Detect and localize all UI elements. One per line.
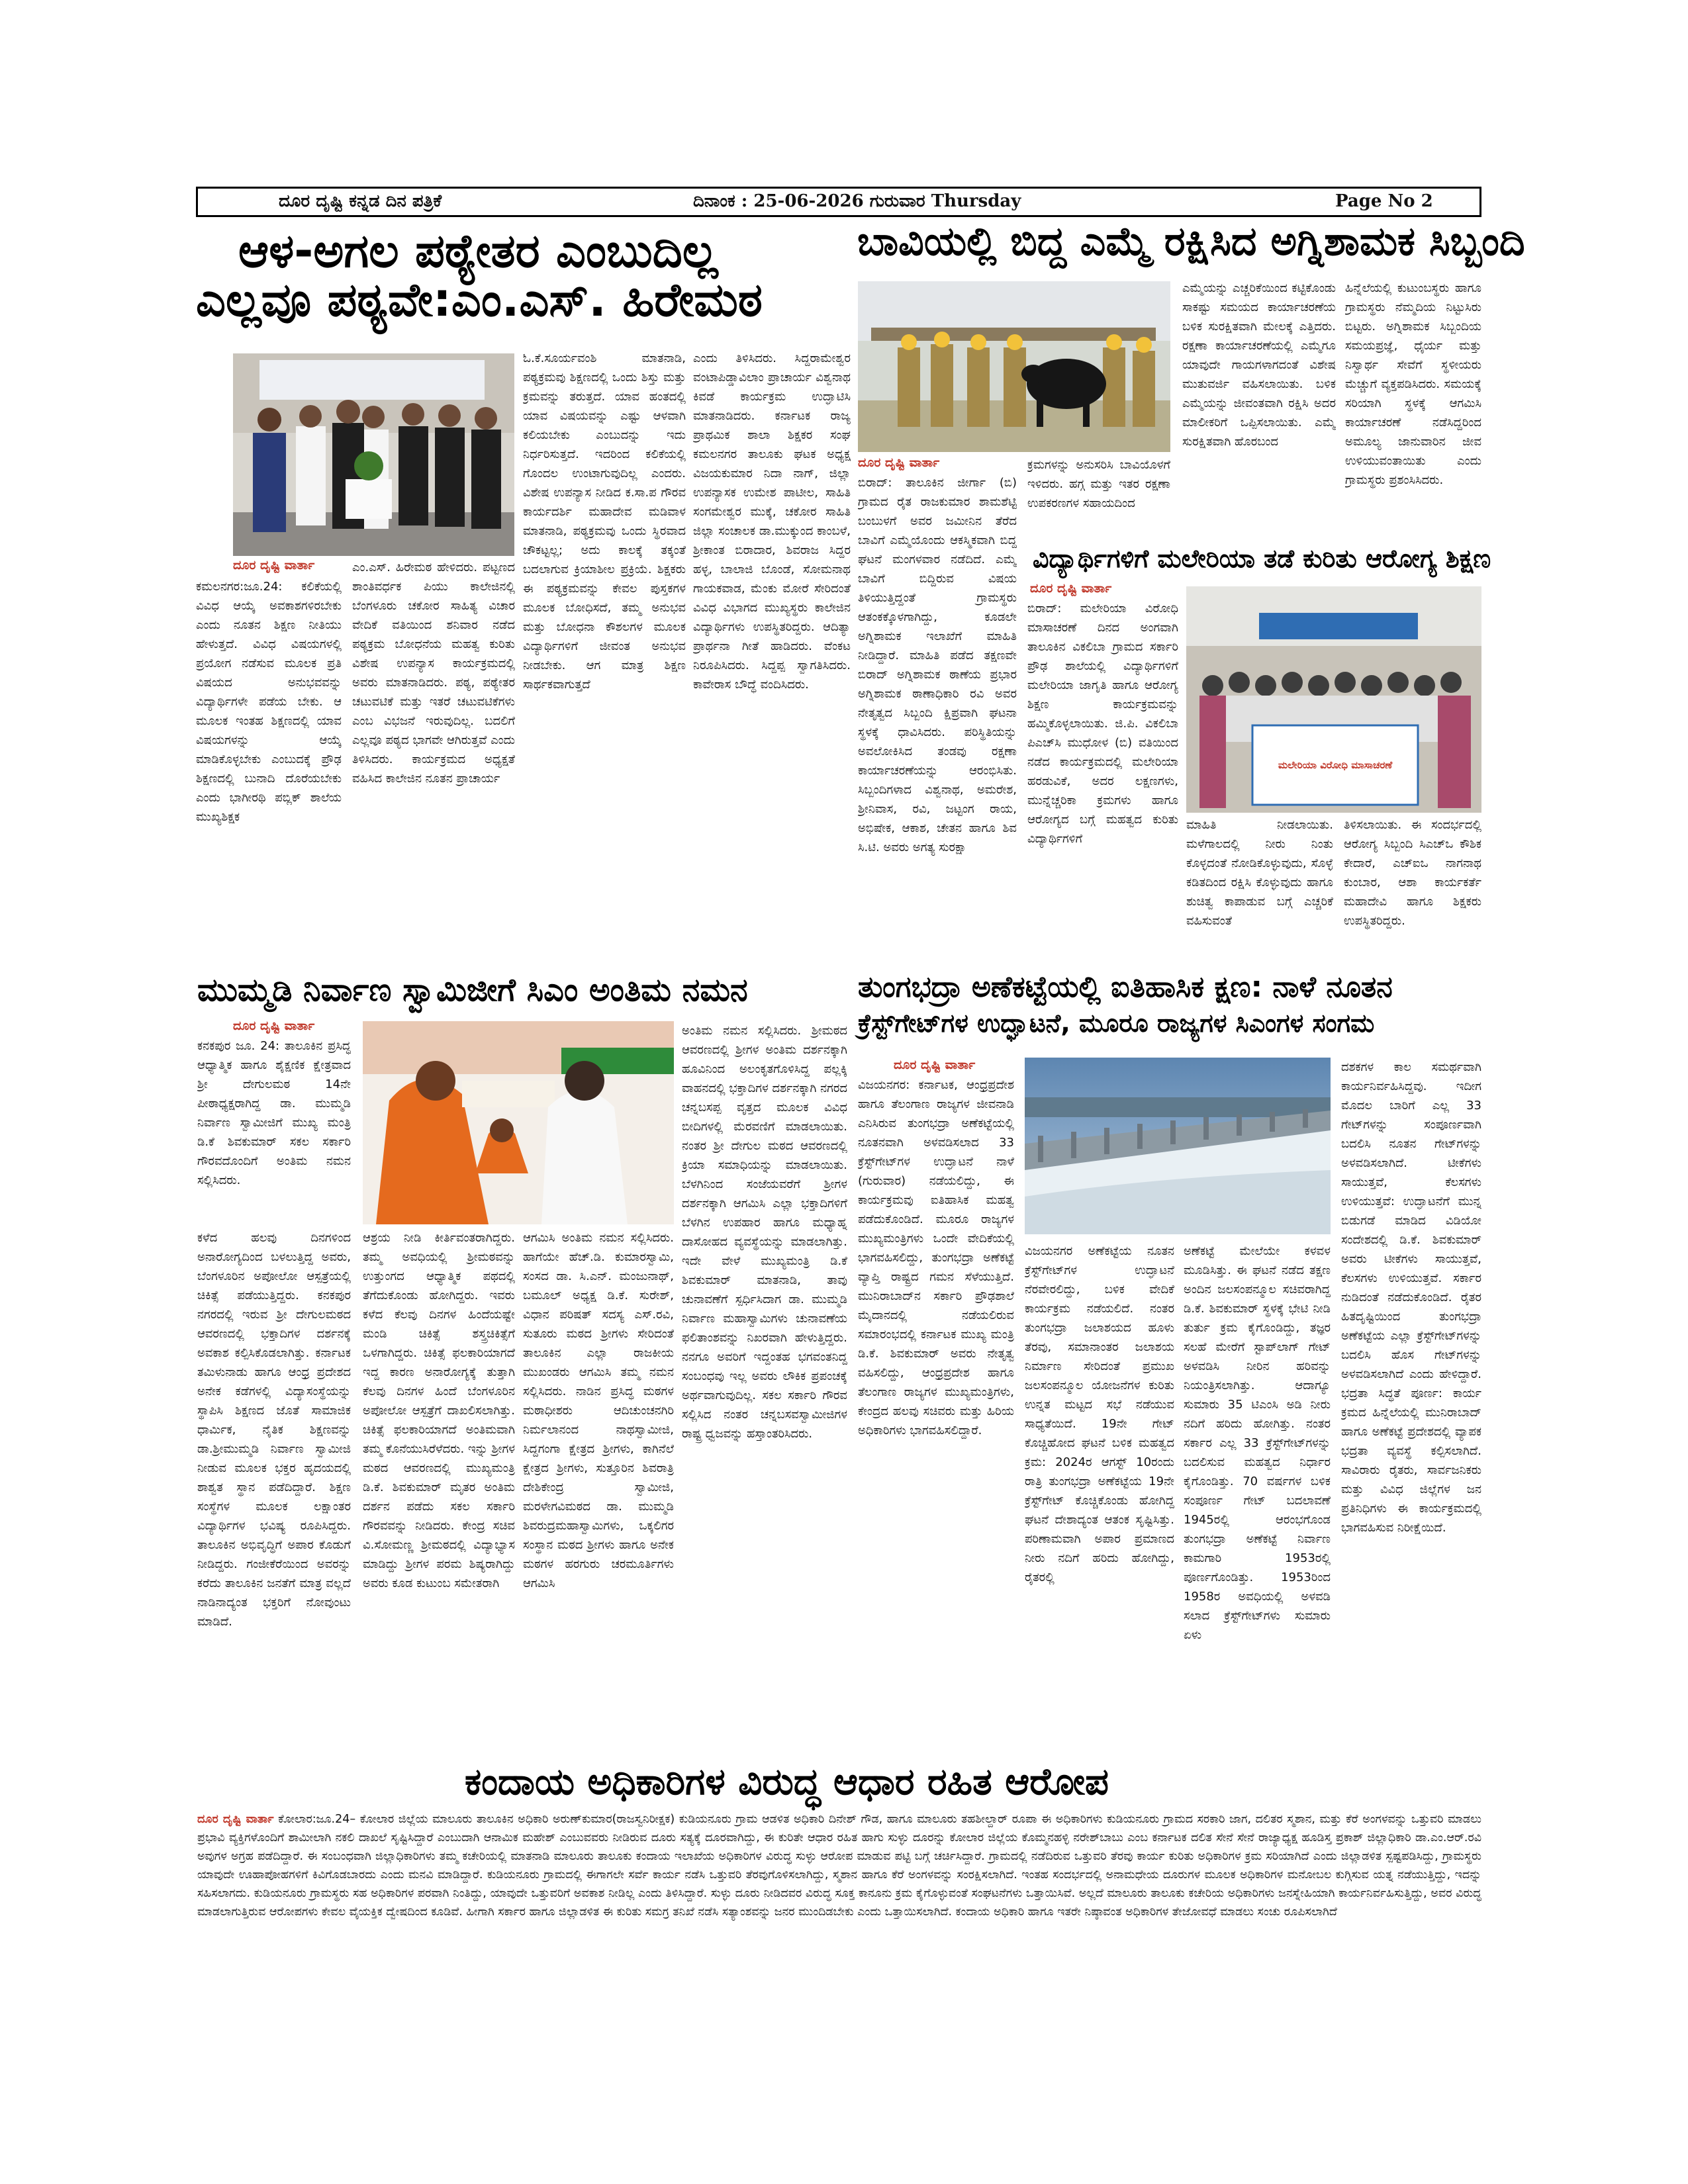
article1-photo bbox=[233, 353, 514, 556]
article1-byline: ದೂರ ದೃಷ್ಟಿ ವಾರ್ತಾ bbox=[233, 558, 315, 572]
article2-text-3: ಹಿನ್ನೆಲೆಯಲ್ಲಿ ಕುಟುಂಬಸ್ಥರು ಹಾಗೂ ಗ್ರಾಮಸ್ಥರು ನೆಮ್ಮದಿಯ ನಿಟ್ಟುಸಿರು ಬಿಟ್ಟರು. ಅಗ್ನಿಶಾಮಕ ಸಿಬ್ಬಂದಿಯ ಸಮಯಪ್ರಜ್ಞೆ, ಧೈರ್ಯ ಮತ್ತು ನಿಸ್ವಾರ್ಥ ಸೇವೆಗೆ ಸ್ಥಳೀಯರು ಮೆಚ್ಚುಗೆ ವ್ಯಕ್ತಪಡಿಸಿದರು. ಸಮಯಕ್ಕೆ ಸರಿಯಾಗಿ ಸ್ಥಳಕ್ಕೆ ಆಗಮಿಸಿ ಕಾರ್ಯಾಚರಣೆ ನಡೆಸಿದ್ದರಿಂದ ಅಮೂಲ್ಯ ಜಾನುವಾರಿನ ಜೀವ ಉಳಿಯುವಂತಾಯಿತು ಎಂದು ಗ್ರಾಮಸ್ಥರು ಪ್ರಶಂಸಿಸಿದರು. bbox=[1345, 281, 1481, 487]
article4-column-2 bbox=[363, 1228, 515, 1754]
article3-column-1 bbox=[1027, 599, 1178, 967]
article4-text-1b: ಕಳೆದ ಹಲವು ದಿನಗಳಿಂದ ಅನಾರೋಗ್ಯದಿಂದ ಬಳಲುತ್ತಿದ್ದ ಅವರು, ಬೆಂಗಳೂರಿನ ಅಪೋಲೋ ಆಸ್ಪತ್ರೆಯಲ್ಲಿ ಚಿಕಿತ್ಸೆ ಪಡೆಯುತ್ತಿದ್ದರು. ಕನಕಪುರ ನಗರದಲ್ಲಿ ಇರುವ ಶ್ರೀ ದೇಗುಲಮಠದ ಆವರಣದಲ್ಲಿ ಭಕ್ತಾದಿಗಳ ದರ್ಶನಕ್ಕೆ ಅವಕಾಶ ಕಲ್ಪಿಸಿಕೊಡಲಾಗಿತ್ತು. ಕರ್ನಾಟಕ ತಮಿಳುನಾಡು ಹಾಗೂ ಆಂಧ್ರ ಪ್ರದೇಶದ ಅನೇಕ ಕಡೆಗಳಲ್ಲಿ ವಿದ್ಯಾಸಂಸ್ಥೆಯನ್ನು ಸ್ಥಾಪಿಸಿ ಶಿಕ್ಷಣದ ಜೊತೆ ಸಾಮಾಜಿಕ ಧಾರ್ಮಿಕ, ನೈತಿಕ ಶಿಕ್ಷಣವನ್ನು ಡಾ.ಶ್ರೀಮುಮ್ಮಡಿ ನಿರ್ವಾಣ ಸ್ವಾಮೀಜಿ ನೀಡುವ ಮೂಲಕ ಭಕ್ತರ ಹೃದಯದಲ್ಲಿ ಶಾಶ್ವತ ಸ್ಥಾನ ಪಡೆದಿದ್ದಾರೆ. ಶಿಕ್ಷಣ ಸಂಸ್ಥೆಗಳ ಮೂಲಕ ಲಕ್ಷಾಂತರ ವಿದ್ಯಾರ್ಥಿಗಳ ಭವಿಷ್ಯ ರೂಪಿಸಿದ್ದರು. ತಾಲೂಕಿನ ಅಭಿವೃದ್ಧಿಗೆ ಅಪಾರ ಕೊಡುಗೆ ನೀಡಿದ್ದರು. ಗಂಜೀಕೆರೆಯಿಂದ ಅವರನ್ನು ಕರೆದು ತಾಲೂಕಿನ ಜನತೆಗೆ ಮಾತ್ರ ವಲ್ಲದೆ ನಾಡಿನಾದ್ಯಂತ ಭಕ್ತರಿಗೆ ನೋವುಂಟು ಮಾಡಿದೆ. bbox=[197, 1231, 351, 1629]
article1-headline-line1: ಆಳ-ಅಗಲ ಪಠ್ಯೇತರ ಎಂಬುದಿಲ್ಲ bbox=[238, 224, 718, 278]
article5-column-2a bbox=[1025, 1242, 1174, 1754]
article1-text-4: ಎಂದು ತಿಳಿಸಿದರು. ಸಿದ್ದರಾಮೇಶ್ವರ ವಂಟಾಪಿಡ್ಡಾವಿಲಾಂ ಪ್ರಾಚಾರ್ಯ ವಿಶ್ವನಾಥ ಕಿವಡೆ ಕಾರ್ಯಕ್ರಮ ಉದ್ಘಾಟಿಸಿ ಮಾತನಾಡಿದರು. ಕರ್ನಾಟಕ ರಾಜ್ಯ ಪ್ರಾಥಮಿಕ ಶಾಲಾ ಶಿಕ್ಷಕರ ಸಂಘ ಕಮಲನಗರ ತಾಲೂಕು ಘಟಕ ಅಧ್ಯಕ್ಷ ವಿಜಯಕುಮಾರ ನಿದಾ ನಾಗ್, ಜಿಲ್ಲಾ ಉಪನ್ಯಾಸಕ ಉಮೇಶ ಪಾಟೀಲ, ಸಾಹಿತಿ ಸಂಗಮೇಶ್ವರ ಮುಕ್ಕೆ, ಚಕೋರ ಸಾಹಿತಿ ಜಿಲ್ಲಾ ಸಂಚಾಲಕ ಡಾ.ಮುಕ್ಕುಂದ ಕಾಂಬಳೆ, ಶ್ರೀಕಾಂತ ಬಿರಾದಾರ, ಶಿವರಾಜ ಸಿದ್ದರ ಹಳ್ಳ, ಬಾಲಾಜಿ ಬೊಂಡೆ, ಸೋಮನಾಥ ಗಾಯಕವಾಡ, ಮೆಂಕು ಮೋರೆ ಸೇರಿದಂತೆ ವಿವಿಧ ವಿಭಾಗದ ಮುಖ್ಯಸ್ಥರು ಕಾಲೇಜಿನ ವಿದ್ಯಾರ್ಥಿಗಳು ಉಪಸ್ಥಿತರಿದ್ದರು. ಆದಿತ್ಯಾ ಪ್ರಾರ್ಥನಾ ಗೀತೆ ಹಾಡಿದರು. ವೆಂಕಟ ನಿರೂಪಿಸಿದರು. ಸಿದ್ದಪ್ಪ ಸ್ವಾಗತಿಸಿದರು. ಕಾವೇರಾಸ ಬೌದ್ಧೆ ವಂದಿಸಿದರು. bbox=[693, 351, 851, 692]
article5-text-2a: ವಿಜಯನಗರ ಅಣೆಕಟ್ಟೆಯ ನೂತನ ಕ್ರೆಸ್ಟ್‌ಗೇಟ್‌ಗಳ ಉದ್ಘಾಟನೆ ನೆರವೇರಲಿದ್ದು, ಬಳಿಕ ವೇದಿಕೆ ಕಾರ್ಯಕ್ರಮ ನಡೆಯಲಿದೆ. ನಂತರ ತುಂಗಭದ್ರಾ ಜಲಾಶಯದ ಹೂಳು ತೆರವು, ಸಮಾನಾಂತರ ಜಲಾಶಯ ನಿರ್ಮಾಣ ಸೇರಿದಂತೆ ಪ್ರಮುಖ ಜಲಸಂಪನ್ಮೂಲ ಯೋಜನೆಗಳ ಕುರಿತು ಉನ್ನತ ಮಟ್ಟದ ಸಭೆ ನಡೆಯುವ ಸಾಧ್ಯತೆಯಿದೆ. 19ನೇ ಗೇಟ್ ಕೊಚ್ಚಿಹೋದ ಘಟನೆ ಬಳಿಕ ಮಹತ್ವದ ಕ್ರಮ: 2024ರ ಆಗಸ್ಟ್ 10ರಂದು ರಾತ್ರಿ ತುಂಗಭದ್ರಾ ಅಣೆಕಟ್ಟೆಯ 19ನೇ ಕ್ರೆಸ್ಟ್‌ಗೇಟ್ ಕೊಚ್ಚಿಕೊಂಡು ಹೋಗಿದ್ದ ಘಟನೆ ದೇಶಾದ್ಯಂತ ಆತಂಕ ಸೃಷ್ಟಿಸಿತ್ತು. ಪರಿಣಾಮವಾಗಿ ಅಪಾರ ಪ್ರಮಾಣದ ನೀರು ನದಿಗೆ ಹರಿದು ಹೋಗಿದ್ದು, ರೈತರಲ್ಲಿ bbox=[1025, 1244, 1174, 1584]
article4-headline: ಮುಮ್ಮಡಿ ನಿರ್ವಾಣ ಸ್ವಾಮಿಜೀಗೆ ಸಿಎಂ ಅಂತಿಮ ನಮನ bbox=[197, 972, 748, 1009]
page-number: Page No 2 bbox=[1335, 191, 1433, 211]
article6-text: ಕೋಲಾರ:ಜೂ.24– ಕೋಲಾರ ಜಿಲ್ಲೆಯ ಮಾಲೂರು ತಾಲೂಕಿನ ಅಧಿಕಾರಿ ಅರುಣ್‌ಕುಮಾರ(ರಾಜಸ್ವನಿರೀಕ್ಷಕ) ಕುಡಿಯನೂರು ಗ್ರಾಮ ಆಡಳಿತ ಅಧಿಕಾರಿ ದಿನೇಶ್ ಗೌಡ, ಹಾಗೂ ಮಾಲೂರು ತಹಶೀಲ್ದಾರ್ ರೂಪಾ ಈ ಅಧಿಕಾರಿಗಳು ಕುಡಿಯನೂರು ಗ್ರಾಮದ ಸರಕಾರಿ ಜಾಗ, ದಲಿತರ ಸ್ಮಶಾನ, ಮತ್ತು ಕೆರೆ ಅಂಗಳವನ್ನು ಒತ್ತುವರಿ ಮಾಡಲು ಪ್ರಭಾವಿ ವ್ಯಕ್ತಿಗಳೊಂದಿಗೆ ಶಾಮೀಲಾಗಿ ನಕಲಿ ದಾಖಲೆ ಸೃಷ್ಟಿಸಿದ್ದಾರೆ ಎಂಬುದಾಗಿ ಆನಾಮಿಕ ಮಹೇಶ್ ಎಂಬುವವರು ನೀಡಿರುವ ದೂರು ಸತ್ಯಕ್ಕೆ ದೂರವಾಗಿದ್ದು, ಈ ಕುರಿತೇ ಆಧಾರ ರಹಿತ ಹಾಗು ಸುಳ್ಳು ದೂರನ್ನು ಕೋಲಾರ ಜಿಲ್ಲೆಯ ಕೊಮ್ಮನಹಳ್ಳಿ ನರೇಶ್‌ಬಾಬು ಎಂಬ ಕರ್ನಾಟಕ ದಲಿತ ಸೇನೆ ಸೇನೆ ರಾಜ್ಯಾಧ್ಯಕ್ಷ ಹೂಡಿಸ್ತ ಪ್ರಕಾಶ್ ಜಿಲ್ಲಾಧಿಕಾರಿ ಡಾ.ಎಂ.ಆರ್.ರವಿ ಅವುಗಳ ಅಗ್ರಹ ಪಡೆದಿದ್ದಾರೆ. ಈ ಸಂಬಂಧವಾಗಿ ಜಿಲ್ಲಾಧಿಕಾರಿಗಳು ತಮ್ಮ ಕಚೇರಿಯಲ್ಲಿ ಮಾತನಾಡಿ ಮಾಲೂರು ತಾಲೂಕು ಕಂದಾಯ ಇಲಾಖೆಯ ಅಧಿಕಾರಿಗಳ ವಿರುದ್ಧ ಸುಳ್ಳು ಆರೋಪ ಮಾಡುವ ಪಟ್ಟಿ ಬಗ್ಗೆ ಚರ್ಚಿಸಿದ್ದಾರೆ. ಗ್ರಾಮದಲ್ಲಿ ನಡೆದಿರುವ ಒತ್ತುವರಿ ತೆರವು ಕಾರ್ಯ ಕುರಿತು ಅಧಿಕಾರಿಗಳ ಕ್ರಮ ಸರಿಯಾಗಿದೆ ಎಂದು ಜಿಲ್ಲಾಡಳಿತ ಸ್ಪಷ್ಟಪಡಿಸಿದ್ದು, ಗ್ರಾಮಸ್ಥರು ಯಾವುದೇ ಊಹಾಪೋಹಗಳಿಗೆ ಕಿವಿಗೊಡಬಾರದು ಎಂದು ಮನವಿ ಮಾಡಿದ್ದಾರೆ. ಕುಡಿಯನೂರು ಗ್ರಾಮದಲ್ಲಿ ಈಗಾಗಲೇ ಸರ್ವೆ ಕಾರ್ಯ ನಡೆಸಿ ಒತ್ತುವರಿ ತೆರವುಗೊಳಿಸಲಾಗಿದ್ದು, ಸ್ಮಶಾನ ಹಾಗೂ ಕೆರೆ ಅಂಗಳವನ್ನು ಸಂರಕ್ಷಿಸಲಾಗಿದೆ. ಇಂತಹ ಸಂದರ್ಭದಲ್ಲಿ ಅನಾಮಧೇಯ ದೂರುಗಳ ಮೂಲಕ ಅಧಿಕಾರಿಗಳ ಮನೋಬಲ ಕುಗ್ಗಿಸುವ ಯತ್ನ ನಡೆಯುತ್ತಿದ್ದು, ಇದನ್ನು ಸಹಿಸಲಾಗದು. ಕುಡಿಯನೂರು ಗ್ರಾಮಸ್ಥರು ಸಹ ಅಧಿಕಾರಿಗಳ ಪರವಾಗಿ ನಿಂತಿದ್ದು, ಯಾವುದೇ ಒತ್ತುವರಿಗೆ ಅವಕಾಶ ನೀಡಿಲ್ಲ ಎಂದು ತಿಳಿಸಿದ್ದಾರೆ. ಸುಳ್ಳು ದೂರು ನೀಡಿದವರ ವಿರುದ್ಧ ಸೂಕ್ತ ಕಾನೂನು ಕ್ರಮ ಕೈಗೊಳ್ಳುವಂತೆ ಸಂಘಟನೆಗಳು ಒತ್ತಾಯಿಸಿವೆ. ಅಲ್ಲದೆ ಮಾಲೂರು ತಾಲೂಕು ಕಚೇರಿಯ ಅಧಿಕಾರಿಗಳು ಜನಸ್ನೇಹಿಯಾಗಿ ಕಾರ್ಯನಿರ್ವಹಿಸುತ್ತಿದ್ದು, ಅವರ ವಿರುದ್ಧ ಮಾಡಲಾಗುತ್ತಿರುವ ಆರೋಪಗಳು ಕೇವಲ ವೈಯಕ್ತಿಕ ದ್ವೇಷದಿಂದ ಕೂಡಿವೆ. ಹೀಗಾಗಿ ಸರ್ಕಾರ ಹಾಗೂ ಜಿಲ್ಲಾಡಳಿತ ಈ ಕುರಿತು ಸಮಗ್ರ ತನಿಖೆ ನಡೆಸಿ ಸತ್ಯಾಂಶವನ್ನು ಜನರ ಮುಂದಿಡಬೇಕು ಎಂದು ಒತ್ತಾಯಿಸಲಾಗಿದೆ. ಕಂದಾಯ ಅಧಿಕಾರಿ ಹಾಗೂ ಇತರೇ ನಿಷ್ಠಾವಂತ ಅಧಿಕಾರಿಗಳ ತೇಜೋವಧೆ ಮಾಡಲು ಸಂಚು ರೂಪಿಸಲಾಗಿದೆ bbox=[197, 1813, 1481, 1919]
article1-column-2 bbox=[352, 558, 515, 958]
article2-column-1-cont bbox=[1027, 455, 1170, 532]
article5-byline: ದೂರ ದೃಷ್ಟಿ ವಾರ್ತಾ bbox=[894, 1058, 976, 1072]
article4-column-1b bbox=[197, 1228, 351, 1754]
article3-photo bbox=[1186, 586, 1481, 813]
article6-byline: ದೂರ ದೃಷ್ಟಿ ವಾರ್ತಾ bbox=[197, 1813, 274, 1826]
article4-photo bbox=[363, 1021, 674, 1224]
article5-column-2b bbox=[1184, 1242, 1331, 1754]
article2-column-2 bbox=[1182, 279, 1336, 533]
article3-text-1: ಬಿರಾದ್: ಮಲೇರಿಯಾ ವಿರೋಧಿ ಮಾಸಾಚರಣೆ ದಿನದ ಅಂಗವಾಗಿ ತಾಲೂಕಿನ ವಿಕಲಿಬಾ ಗ್ರಾಮದ ಸರ್ಕಾರಿ ಪ್ರೌಢ ಶಾಲೆಯಲ್ಲಿ ವಿದ್ಯಾರ್ಥಿಗಳಿಗೆ ಮಲೇರಿಯಾ ಜಾಗೃತಿ ಹಾಗೂ ಆರೋಗ್ಯ ಶಿಕ್ಷಣ ಕಾರ್ಯಕ್ರಮವನ್ನು ಹಮ್ಮಿಕೊಳ್ಳಲಾಯಿತು. ಜಿ.ಪಿ. ವಿಕಲಿಬಾ ಪಿಎಚ್‌ಸಿ ಮುಧೋಳ (ಬಿ) ವತಿಯಿಂದ ನಡೆದ ಕಾರ್ಯಕ್ರಮದಲ್ಲಿ ಮಲೇರಿಯಾ ಹರಡುವಿಕೆ, ಅದರ ಲಕ್ಷಣಗಳು, ಮುನ್ನೆಚ್ಚರಿಕಾ ಕ್ರಮಗಳು ಹಾಗೂ ಆರೋಗ್ಯದ ಬಗ್ಗೆ ಮಹತ್ವದ ಕುರಿತು ವಿದ್ಯಾರ್ಥಿಗಳಿಗೆ bbox=[1027, 602, 1178, 846]
article5-column-1 bbox=[858, 1075, 1014, 1754]
issue-date: ದಿನಾಂಕ : 25-06-2026 ಗುರುವಾರ Thursday bbox=[693, 191, 1021, 211]
article4-column-1a bbox=[197, 1036, 351, 1228]
article2-text-1: ಬಿರಾದ್: ತಾಲೂಕಿನ ಜೀರ್ಗಾ (ಬಿ) ಗ್ರಾಮದ ರೈತ ರಾಜಕುಮಾರ ಶಾಮಶೆಟ್ಟಿ ಬಂಬುಳಗೆ ಅವರ ಜಮೀನಿನ ತೆರೆದ ಬಾವಿಗೆ ಎಮ್ಮೆಯೊಂದು ಆಕಸ್ಮಿಕವಾಗಿ ಬಿದ್ದ ಘಟನೆ ಮಂಗಳವಾರ ನಡೆದಿದೆ. ಎಮ್ಮೆ ಬಾವಿಗೆ ಬಿದ್ದಿರುವ ವಿಷಯ ತಿಳಿಯುತ್ತಿದ್ದಂತೆ ಗ್ರಾಮಸ್ಥರು ಆತಂಕಕ್ಕೊಳಗಾಗಿದ್ದು, ಕೂಡಲೇ ಅಗ್ನಿಶಾಮಕ ಇಲಾಖೆಗೆ ಮಾಹಿತಿ ನೀಡಿದ್ದಾರೆ. ಮಾಹಿತಿ ಪಡೆದ ತಕ್ಷಣವೇ ಬಿರಾದ್ ಅಗ್ನಿಶಾಮಕ ಠಾಣೆಯ ಪ್ರಭಾರ ಅಗ್ನಿಶಾಮಕ ಠಾಣಾಧಿಕಾರಿ ರವಿ ಅವರ ನೇತೃತ್ವದ ಸಿಬ್ಬಂದಿ ಕ್ಷಿಪ್ರವಾಗಿ ಘಟನಾ ಸ್ಥಳಕ್ಕೆ ಧಾವಿಸಿದರು. ಪರಿಸ್ಥಿತಿಯನ್ನು ಅವಲೋಕಿಸಿದ ತಂಡವು ರಕ್ಷಣಾ ಕಾರ್ಯಾಚರಣೆಯನ್ನು ಆರಂಭಿಸಿತು. ಸಿಬ್ಬಂದಿಗಳಾದ ವಿಶ್ವನಾಥ, ಅಮರೇಶ, ಶ್ರೀನಿವಾಸ, ರವಿ, ಜಟ್ಟಂಗ ರಾಯ, ಅಭಿಷೇಕ, ಆಕಾಶ, ಚೇತನ ಹಾಗೂ ಶಿವ ಸಿ.ಟಿ. ಅವರು ಅಗತ್ಯ ಸುರಕ್ಷಾ bbox=[858, 476, 1017, 854]
article1-column-1 bbox=[196, 558, 342, 958]
article2-photo bbox=[858, 281, 1170, 452]
article6-body bbox=[197, 1810, 1481, 2002]
article5-photo bbox=[1025, 1058, 1331, 1234]
paper-name: ದೂರ ದೃಷ್ಟಿ ಕನ್ನಡ ದಿನ ಪತ್ರಿಕೆ bbox=[279, 191, 442, 211]
article5-column-3 bbox=[1341, 1058, 1481, 1754]
article1-text-1: ಕಮಲನಗರ:ಜೂ.24: ಕಲಿಕೆಯಲ್ಲಿ ವಿವಿಧ ಆಯ್ಕೆ ಅವಕಾಶಗಳಿರಬೇಕು ಎಂದು ನೂತನ ಶಿಕ್ಷಣ ನೀತಿಯು ಹೇಳುತ್ತದೆ. ವಿವಿಧ ವಿಷಯಗಳಲ್ಲಿ ಪ್ರಯೋಗ ನಡೆಸುವ ಮೂಲಕ ಪ್ರತಿ ವಿಷಯದ ಅನುಭವವನ್ನು ವಿದ್ಯಾರ್ಥಿಗಳೇ ಪಡೆಯ ಬೇಕು. ಆ ಮೂಲಕ ಇಂತಹ ಶಿಕ್ಷಣದಲ್ಲಿ ಯಾವ ವಿಷಯಗಳನ್ನು ಆಯ್ಕೆ ಮಾಡಿಕೊಳ್ಳಬೇಕು ಎಂಬುದಕ್ಕೆ ಪ್ರೌಢ ಶಿಕ್ಷಣದಲ್ಲಿ ಬುನಾದಿ ದೊರೆಯಬೇಕು ಎಂದು ಭಾಗೀರಥಿ ಪಬ್ಲಿಕ್ ಶಾಲೆಯ ಮುಖ್ಯಶಿಕ್ಷಕ bbox=[196, 580, 342, 824]
article3-column-2 bbox=[1186, 815, 1333, 967]
article4-column-3 bbox=[523, 1228, 674, 1754]
article5-text-2b: ಅಣೆಕಟ್ಟೆ ಮೇಲೆಯೇ ಕಳವಳ ಮೂಡಿಸಿತ್ತು. ಈ ಘಟನೆ ನಡೆದ ತಕ್ಷಣ ಅಂದಿನ ಜಲಸಂಪನ್ಮೂಲ ಸಚಿವರಾಗಿದ್ದ ಡಿ.ಕೆ. ಶಿವಕುಮಾರ್ ಸ್ಥಳಕ್ಕೆ ಭೇಟಿ ನೀಡಿ ತುರ್ತು ಕ್ರಮ ಕೈಗೊಂಡಿದ್ದು, ತಜ್ಞರ ಸಲಹೆ ಮೇರೆಗೆ ಸ್ಟಾಪ್‌ಲಾಗ್ ಗೇಟ್ ಅಳವಡಿಸಿ ನೀರಿನ ಹರಿವನ್ನು ನಿಯಂತ್ರಿಸಲಾಗಿತ್ತು. ಆದಾಗ್ಯೂ ಸುಮಾರು 35 ಟಿಎಂಸಿ ಅಡಿ ನೀರು ನದಿಗೆ ಹರಿದು ಹೋಗಿತ್ತು. ನಂತರ ಸರ್ಕಾರ ಎಲ್ಲ 33 ಕ್ರೆಸ್ಟ್‌ಗೇಟ್‌ಗಳನ್ನು ಬದಲಿಸುವ ಮಹತ್ವದ ನಿರ್ಧಾರ ಕೈಗೊಂಡಿತ್ತು. 70 ವರ್ಷಗಳ ಬಳಿಕ ಸಂಪೂರ್ಣ ಗೇಟ್ ಬದಲಾವಣೆ 1945ರಲ್ಲಿ ಆರಂಭಗೊಂಡ ತುಂಗಭದ್ರಾ ಅಣೆಕಟ್ಟೆ ನಿರ್ವಾಣ ಕಾಮಗಾರಿ 1953ರಲ್ಲಿ ಪೂರ್ಣಗೊಂಡಿತ್ತು. 1953ರಿಂದ 1958ರ ಅವಧಿಯಲ್ಲಿ ಅಳವಡಿ ಸಲಾದ ಕ್ರೆಸ್ಟ್‌ಗೇಟ್‌ಗಳು ಸುಮಾರು ಏಳು bbox=[1184, 1244, 1331, 1642]
article1-column-3 bbox=[523, 349, 686, 958]
article4-text-1: ಕನಕಪುರ ಜೂ. 24: ತಾಲೂಕಿನ ಪ್ರಸಿದ್ಧ ಆಧ್ಯಾತ್ಮಿಕ ಹಾಗೂ ಶೈಕ್ಷಣಿಕ ಕ್ಷೇತ್ರವಾದ ಶ್ರೀ ದೇಗುಲಮಠ 14ನೇ ಪೀಠಾಧ್ಯಕ್ಷರಾಗಿದ್ದ ಡಾ. ಮುಮ್ಮಡಿ ನಿರ್ವಾಣ ಸ್ವಾಮೀಜಿಗೆ ಮುಖ್ಯ ಮಂತ್ರಿ ಡಿ.ಕೆ ಶಿವಕುಮಾರ್ ಸಕಲ ಸರ್ಕಾರಿ ಗೌರವದೊಂದಿಗೆ ಅಂತಿಮ ನಮನ ಸಲ್ಲಿಸಿದರು. bbox=[197, 1039, 351, 1187]
article5-headline-line2: ಕ್ರೆಸ್ಟ್‌ಗೇಟ್‌ಗಳ ಉದ್ಘಾಟನೆ, ಮೂರೂ ರಾಜ್ಯಗಳ ಸಿಎಂಗಳ ಸಂಗಮ bbox=[858, 1009, 1375, 1038]
article4-text-2: ಆಶ್ರಯ ನೀಡಿ ಕೀರ್ತಿವಂತರಾಗಿದ್ದರು. ತಮ್ಮ ಅವಧಿಯಲ್ಲಿ ಶ್ರೀಮಠವನ್ನು ಉತ್ತುಂಗದ ಆಧ್ಯಾತ್ಮಿಕ ಪಥದಲ್ಲಿ ತೆಗೆದುಕೊಂಡು ಹೋಗಿದ್ದರು. ಇವರು ಕಳೆದ ಕೆಲವು ದಿನಗಳ ಹಿಂದೆಯಷ್ಟೇ ಮಂಡಿ ಚಿಕಿತ್ಸೆ ಶಸ್ತ್ರಚಿಕಿತ್ಸೆಗೆ ಒಳಗಾಗಿದ್ದರು. ಚಿಕಿತ್ಸೆ ಫಲಕಾರಿಯಾಗದೆ ಇದ್ದ ಕಾರಣ ಅನಾರೋಗ್ಯಕ್ಕೆ ತುತ್ತಾಗಿ ಕೆಲವು ದಿನಗಳ ಹಿಂದೆ ಬೆಂಗಳೂರಿನ ಅಪೋಲೋ ಆಸ್ಪತ್ರೆಗೆ ದಾಖಲಿಸಲಾಗಿತ್ತು. ಚಿಕಿತ್ಸೆ ಫಲಕಾರಿಯಾಗದೆ ಅಂತಿಮವಾಗಿ ತಮ್ಮ ಕೊನೆಯುಸಿರೆಳೆದರು. ಇನ್ನು ಶ್ರೀಗಳ ಮಠದ ಆವರಣದಲ್ಲಿ ಮುಖ್ಯಮಂತ್ರಿ ಡಿ.ಕೆ. ಶಿವಕುಮಾರ್ ಮೃತರ ಅಂತಿಮ ದರ್ಶನ ಪಡೆದು ಸಕಲ ಸರ್ಕಾರಿ ಗೌರವವನ್ನು ನೀಡಿದರು. ಕೇಂದ್ರ ಸಚಿವ ವಿ.ಸೋಮಣ್ಣ ಶ್ರೀಮಠದಲ್ಲಿ ವಿದ್ಯಾಭ್ಯಾಸ ಮಾಡಿದ್ದು ಶ್ರೀಗಳ ಪರಮ ಶಿಷ್ಯರಾಗಿದ್ದು ಅವರು ಕೂಡ ಕುಟುಂಬ ಸಮೇತರಾಗಿ bbox=[363, 1231, 515, 1590]
article1-headline-line2: ಎಲ್ಲವೂ ಪಠ್ಯವೇ:ಎಂ.ಎಸ್. ಹಿರೇಮಠ bbox=[196, 273, 763, 327]
article5-text-1: ವಿಜಯನಗರ: ಕರ್ನಾಟಕ, ಆಂಧ್ರಪ್ರದೇಶ ಹಾಗೂ ತೆಲಂಗಾಣ ರಾಜ್ಯಗಳ ಜೀವನಾಡಿ ಎನಿಸಿರುವ ತುಂಗಭದ್ರಾ ಅಣೆಕಟ್ಟೆಯಲ್ಲಿ ನೂತನವಾಗಿ ಅಳವಡಿಸಲಾದ 33 ಕ್ರೆಸ್ಟ್‌ಗೇಟ್‌ಗಳ ಉದ್ಘಾಟನೆ ನಾಳೆ (ಗುರುವಾರ) ನಡೆಯಲಿದ್ದು, ಈ ಕಾರ್ಯಕ್ರಮವು ಐತಿಹಾಸಿಕ ಮಹತ್ವ ಪಡೆದುಕೊಂಡಿದೆ. ಮೂರೂ ರಾಜ್ಯಗಳ ಮುಖ್ಯಮಂತ್ರಿಗಳು ಒಂದೇ ವೇದಿಕೆಯಲ್ಲಿ ಭಾಗವಹಿಸಲಿದ್ದು, ತುಂಗಭದ್ರಾ ಅಣೆಕಟ್ಟೆ ವ್ಯಾಪ್ತಿ ರಾಷ್ಟ್ರದ ಗಮನ ಸೆಳೆಯುತ್ತಿದೆ. ಮುನಿರಾಬಾದ್‌ನ ಸರ್ಕಾರಿ ಪ್ರೌಢಶಾಲೆ ಮೈದಾನದಲ್ಲಿ ನಡೆಯಲಿರುವ ಸಮಾರಂಭದಲ್ಲಿ ಕರ್ನಾಟಕ ಮುಖ್ಯ ಮಂತ್ರಿ ಡಿ.ಕೆ. ಶಿವಕುಮಾರ್ ಅವರು ನೇತೃತ್ವ ವಹಿಸಲಿದ್ದು, ಆಂಧ್ರಪ್ರದೇಶ ಹಾಗೂ ತೆಲಂಗಾಣ ರಾಜ್ಯಗಳ ಮುಖ್ಯಮಂತ್ರಿಗಳು, ಕೇಂದ್ರದ ಹಲವು ಸಚಿವರು ಮತ್ತು ಹಿರಿಯ ಅಧಿಕಾರಿಗಳು ಭಾಗವಹಿಸಲಿದ್ದಾರೆ. bbox=[858, 1078, 1014, 1437]
article5-headline-line1: ತುಂಗಭದ್ರಾ ಅಣೆಕಟ್ಟೆಯಲ್ಲಿ ಐತಿಹಾಸಿಕ ಕ್ಷಣ: ನಾಳೆ ನೂತನ bbox=[858, 970, 1393, 1004]
article3-column-3 bbox=[1344, 815, 1481, 967]
article3-text-2: ಮಾಹಿತಿ ನೀಡಲಾಯಿತು. ಮಳೆಗಾಲದಲ್ಲಿ ನೀರು ನಿಂತು ಕೊಳ್ಳದಂತೆ ನೋಡಿಕೊಳ್ಳುವುದು, ಸೊಳ್ಳೆ ಕಡಿತದಿಂದ ರಕ್ಷಿಸಿ ಕೊಳ್ಳುವುದು ಹಾಗೂ ಶುಚಿತ್ವ ಕಾಪಾಡುವ ಬಗ್ಗೆ ಎಚ್ಚರಿಕೆ ವಹಿಸುವಂತೆ bbox=[1186, 818, 1333, 928]
article1-text-3: ಓ.ಕೆ.ಸೂರ್ಯವಂಶಿ ಮಾತನಾಡಿ, ಪಠ್ಯಕ್ರಮವು ಶಿಕ್ಷಣದಲ್ಲಿ ಒಂದು ಶಿಸ್ತು ಮತ್ತು ಕ್ರಮವನ್ನು ತರುತ್ತದೆ. ಯಾವ ಹಂತದಲ್ಲಿ ಯಾವ ವಿಷಯವನ್ನು ಎಷ್ಟು ಆಳವಾಗಿ ಕಲಿಯಬೇಕು ಎಂಬುದನ್ನು ಇದು ನಿರ್ಧರಿಸುತ್ತದೆ. ಇದರಿಂದ ಕಲಿಕೆಯಲ್ಲಿ ಗೊಂದಲ ಉಂಟಾಗುವುದಿಲ್ಲ ಎಂದರು. ವಿಶೇಷ ಉಪನ್ಯಾಸ ನೀಡಿದ ಕ.ಸಾ.ಪ ಗೌರವ ಕಾರ್ಯದರ್ಶಿ ಮಹಾದೇವ ಮಡಿವಾಳ ಮಾತನಾಡಿ, ಪಠ್ಯಕ್ರಮವು ಒಂದು ಸ್ಥಿರವಾದ ಚೌಕಟ್ಟಲ್ಲ; ಅದು ಕಾಲಕ್ಕೆ ತಕ್ಕಂತೆ ಬದಲಾಗುವ ಕ್ರಿಯಾಶೀಲ ಪ್ರಕ್ರಿಯೆ. ಶಿಕ್ಷಕರು ಈ ಪಠ್ಯಕ್ರಮವನ್ನು ಕೇವಲ ಪುಸ್ತಕಗಳ ಮೂಲಕ ಬೋಧಿಸದೆ, ತಮ್ಮ ಅನುಭವ ಮತ್ತು ಬೋಧನಾ ಕೌಶಲಗಳ ಮೂಲಕ ವಿದ್ಯಾರ್ಥಿಗಳಿಗೆ ಜೀವಂತ ಅನುಭವ ನೀಡಬೇಕು. ಆಗ ಮಾತ್ರ ಶಿಕ್ಷಣ ಸಾರ್ಥಕವಾಗುತ್ತದೆ bbox=[523, 351, 686, 692]
page-header bbox=[196, 187, 1481, 217]
banner-label: ಮಲೇರಿಯಾ ವಿರೋಧಿ ಮಾಸಾಚರಣೆ bbox=[1278, 759, 1393, 771]
article2-text-2: ಎಮ್ಮೆಯನ್ನು ಎಚ್ಚರಿಕೆಯಿಂದ ಕಟ್ಟಿಕೊಂಡು ಸಾಕಷ್ಟು ಸಮಯದ ಕಾರ್ಯಾಚರಣೆಯ ಬಳಿಕ ಸುರಕ್ಷಿತವಾಗಿ ಮೇಲಕ್ಕೆ ಎತ್ತಿದರು. ರಕ್ಷಣಾ ಕಾರ್ಯಾಚರಣೆಯಲ್ಲಿ ಎಮ್ಮೆಗೂ ಯಾವುದೇ ಗಾಯಗಳಾಗದಂತೆ ವಿಶೇಷ ಮುತುವರ್ಜಿ ವಹಿಸಲಾಯಿತು. ಬಳಿಕ ಎಮ್ಮೆಯನ್ನು ಜೀವಂತವಾಗಿ ರಕ್ಷಿಸಿ ಅದರ ಮಾಲೀಕರಿಗೆ ಒಪ್ಪಿಸಲಾಯಿತು. ಎಮ್ಮೆ ಸುರಕ್ಷಿತವಾಗಿ ಹೊರಬಂದ bbox=[1182, 281, 1336, 449]
article4-text-3: ಆಗಮಿಸಿ ಅಂತಿಮ ನಮನ ಸಲ್ಲಿಸಿದರು. ಹಾಗೆಯೇ ಹೆಚ್.ಡಿ. ಕುಮಾರಸ್ವಾಮಿ, ಸಂಸದ ಡಾ. ಸಿ.ಎನ್. ಮಂಜುನಾಥ್, ಬಮೂಲ್ ಅಧ್ಯಕ್ಷ ಡಿ.ಕೆ. ಸುರೇಶ್, ವಿಧಾನ ಪರಿಷತ್ ಸದಸ್ಯ ಎಸ್.ರವಿ, ಸುತೂರು ಮಠದ ಶ್ರೀಗಳು ಸೇರಿದಂತೆ ತಾಲೂಕಿನ ಎಲ್ಲಾ ರಾಜಕೀಯ ಮುಖಂಡರು ಆಗಮಿಸಿ ತಮ್ಮ ನಮನ ಸಲ್ಲಿಸಿದರು. ನಾಡಿನ ಪ್ರಸಿದ್ಧ ಮಠಗಳ ಮಠಾಧೀಶರು ಆದಿಚುಂಚನಗಿರಿ ನಿರ್ಮಲಾನಂದ ನಾಥಸ್ವಾಮೀಜಿ, ಸಿದ್ದಗಂಗಾ ಕ್ಷೇತ್ರದ ಶ್ರೀಗಳು, ಕಾಗಿನೆಲೆ ಕ್ಷೇತ್ರದ ಶ್ರೀಗಳು, ಸುತ್ತೂರಿನ ಶಿವರಾತ್ರಿ ದೇಶಿಕೇಂದ್ರ ಸ್ವಾಮೀಜಿ, ಮರಳೇಗವಿಮಠದ ಡಾ. ಮುಮ್ಮಡಿ ಶಿವರುದ್ರಮಹಾಸ್ವಾಮಿಗಳು, ಒಕ್ಕಲಿಗರ ಸಂಸ್ಥಾನ ಮಠದ ಶ್ರೀಗಳು ಹಾಗೂ ಅನೇಕ ಮಠಗಳ ಹರಗುರು ಚರಮೂರ್ತಿಗಳು ಆಗಮಿಸಿ bbox=[523, 1231, 674, 1590]
article2-text-1b: ಕ್ರಮಗಳನ್ನು ಅನುಸರಿಸಿ ಬಾವಿಯೊಳಗೆ ಇಳಿದರು. ಹಗ್ಗ ಮತ್ತು ಇತರ ರಕ್ಷಣಾ ಉಪಕರಣಗಳ ಸಹಾಯದಿಂದ bbox=[1027, 458, 1170, 510]
article4-column-4 bbox=[682, 1021, 847, 1754]
article4-byline: ದೂರ ದೃಷ್ಟಿ ವಾರ್ತಾ bbox=[233, 1019, 315, 1033]
article2-column-3 bbox=[1345, 279, 1481, 533]
article2-column-1 bbox=[858, 473, 1017, 966]
article3-byline: ದೂರ ದೃಷ್ಟಿ ವಾರ್ತಾ bbox=[1030, 581, 1112, 596]
article3-text-3: ತಿಳಿಸಲಾಯಿತು. ಈ ಸಂದರ್ಭದಲ್ಲಿ ಆರೋಗ್ಯ ಸಿಬ್ಬಂದಿ ಸಿಎಚ್‌ಒ ಕೌಶಿಕ ಕೇದಾರೆ, ಎಚ್‌ಐಒ ನಾಗನಾಥ ಕುಂಬಾರ, ಆಶಾ ಕಾರ್ಯಕರ್ತೆ ಮಹಾದೇವಿ ಹಾಗೂ ಶಿಕ್ಷಕರು ಉಪಸ್ಥಿತರಿದ್ದರು. bbox=[1344, 818, 1481, 928]
article1-text-2: ಎಂ.ಎಸ್. ಹಿರೇಮಠ ಹೇಳಿದರು. ಪಟ್ಟಣದ ಶಾಂತಿವರ್ಧಕ ಪಿಯು ಕಾಲೇಜಿನಲ್ಲಿ ಬೆಂಗಳೂರು ಚಕೋರ ಸಾಹಿತ್ಯ ವಿಚಾರ ವೇದಿಕೆ ವತಿಯಿಂದ ಶನಿವಾರ ನಡೆದ ಪಠ್ಯಕ್ರಮ ಬೋಧನೆಯ ಮಹತ್ವ ಕುರಿತು ವಿಶೇಷ ಉಪನ್ಯಾಸ ಕಾರ್ಯಕ್ರಮದಲ್ಲಿ ಅವರು ಮಾತನಾಡಿದರು. ಪಠ್ಯ, ಪಠ್ಯೇತರ ಚಟುವಟಿಕೆ ಮತ್ತು ಇತರೆ ಚಟುವಟಿಕೆಗಳು ಎಂಬ ವಿಭಜನೆ ಇರುವುದಿಲ್ಲ. ಬದಲಿಗೆ ಎಲ್ಲವೂ ಪಠ್ಯದ ಭಾಗವೇ ಆಗಿರುತ್ತವೆ ಎಂದು ತಿಳಿಸಿದರು. ಕಾರ್ಯಕ್ರಮದ ಅಧ್ಯಕ್ಷತೆ ವಹಿಸಿದ ಕಾಲೇಜಿನ ನೂತನ ಪ್ರಾಚಾರ್ಯ bbox=[352, 561, 515, 786]
article1-column-4 bbox=[693, 349, 851, 958]
article6-headline: ಕಂದಾಯ ಅಧಿಕಾರಿಗಳ ವಿರುದ್ಧ ಆಧಾರ ರಹಿತ ಆರೋಪ bbox=[465, 1760, 1109, 1803]
article5-text-3: ದಶಕಗಳ ಕಾಲ ಸಮರ್ಥವಾಗಿ ಕಾರ್ಯನಿರ್ವಹಿಸಿದ್ದವು. ಇದೀಗ ಮೊದಲ ಬಾರಿಗೆ ಎಲ್ಲ 33 ಗೇಟ್‌ಗಳನ್ನು ಸಂಪೂರ್ಣವಾಗಿ ಬದಲಿಸಿ ನೂತನ ಗೇಟ್‌ಗಳನ್ನು ಅಳವಡಿಸಲಾಗಿದೆ. ಟೀಕೆಗಳು ಸಾಯುತ್ತವೆ, ಕೆಲಸಗಳು ಉಳಿಯುತ್ತವೆ: ಉದ್ಘಾಟನೆಗೆ ಮುನ್ನ ಬಿಡುಗಡೆ ಮಾಡಿದ ವಿಡಿಯೋ ಸಂದೇಶದಲ್ಲಿ ಡಿ.ಕೆ. ಶಿವಕುಮಾರ್ ಅವರು ಟೀಕೆಗಳು ಸಾಯುತ್ತವೆ, ಕೆಲಸಗಳು ಉಳಿಯುತ್ತವೆ. ಸರ್ಕಾರ ನುಡಿದಂತೆ ನಡೆದುಕೊಂಡಿದೆ. ರೈತರ ಹಿತದೃಷ್ಟಿಯಿಂದ ತುಂಗಭದ್ರಾ ಅಣೆಕಟ್ಟೆಯ ಎಲ್ಲಾ ಕ್ರೆಸ್ಟ್‌ಗೇಟ್‌ಗಳನ್ನು ಬದಲಿಸಿ ಹೊಸ ಗೇಟ್‌ಗಳನ್ನು ಅಳವಡಿಸಲಾಗಿದೆ ಎಂದು ಹೇಳಿದ್ದಾರೆ. ಭದ್ರತಾ ಸಿದ್ಧತೆ ಪೂರ್ಣ: ಕಾರ್ಯ ಕ್ರಮದ ಹಿನ್ನೆಲೆಯಲ್ಲಿ ಮುನಿರಾಬಾದ್ ಹಾಗೂ ಅಣೆಕಟ್ಟೆ ಪ್ರದೇಶದಲ್ಲಿ ವ್ಯಾಪಕ ಭದ್ರತಾ ವ್ಯವಸ್ಥೆ ಕಲ್ಪಿಸಲಾಗಿದೆ. ಸಾವಿರಾರು ರೈತರು, ಸಾರ್ವಜನಿಕರು ಮತ್ತು ವಿವಿಧ ಜಿಲ್ಲೆಗಳ ಜನ ಪ್ರತಿನಿಧಿಗಳು ಈ ಕಾರ್ಯಕ್ರಮದಲ್ಲಿ ಭಾಗವಹಿಸುವ ನಿರೀಕ್ಷೆಯಿದೆ. bbox=[1341, 1060, 1481, 1535]
article4-text-4: ಅಂತಿಮ ನಮನ ಸಲ್ಲಿಸಿದರು. ಶ್ರೀಮಠದ ಆವರಣದಲ್ಲಿ ಶ್ರೀಗಳ ಅಂತಿಮ ದರ್ಶನಕ್ಕಾಗಿ ಹೂವಿನಿಂದ ಅಲಂಕೃತಗೊಳಿಸಿದ್ದ ಪಲ್ಲಕ್ಕಿ ವಾಹನದಲ್ಲಿ ಭಕ್ತಾದಿಗಳ ದರ್ಶನಕ್ಕಾಗಿ ನಗರದ ಚನ್ನಬಸಪ್ಪ ವೃತ್ತದ ಮೂಲಕ ವಿವಿಧ ಬೀದಿಗಳಲ್ಲಿ ಮೆರವಣಿಗೆ ಮಾಡಲಾಯಿತು. ನಂತರ ಶ್ರೀ ದೇಗುಲ ಮಠದ ಆವರಣದಲ್ಲಿ ಕ್ರಿಯಾ ಸಮಾಧಿಯನ್ನು ಮಾಡಲಾಯಿತು. ಬೆಳಗಿನಿಂದ ಸಂಜೆಯವರೆಗೆ ಶ್ರೀಗಳ ದರ್ಶನಕ್ಕಾಗಿ ಆಗಮಿಸಿ ಎಲ್ಲಾ ಭಕ್ತಾದಿಗಳಿಗೆ ಬೆಳಗಿನ ಉಪಹಾರ ಹಾಗೂ ಮಧ್ಯಾಹ್ನ ದಾಸೋಹದ ವ್ಯವಸ್ಥೆಯನ್ನು ಮಾಡಲಾಗಿತ್ತು. ಇದೇ ವೇಳೆ ಮುಖ್ಯಮಂತ್ರಿ ಡಿ.ಕೆ ಶಿವಕುಮಾರ್ ಮಾತನಾಡಿ, ತಾವು ಚುನಾವಣೆಗೆ ಸ್ಪರ್ಧಿಸಿದಾಗ ಡಾ. ಮುಮ್ಮಡಿ ನಿರ್ವಾಣ ಮಹಾಸ್ವಾಮಿಗಳು ಚುನಾವಣೆಯ ಫಲಿತಾಂಶವನ್ನು ನಿಖರವಾಗಿ ಹೇಳುತ್ತಿದ್ದರು. ನನಗೂ ಅವರಿಗೆ ಇದ್ದಂತಹ ಭಗವಂತನಿದ್ದ ಸಂಬಂಧವು ಇಲ್ಲ ಅವರು ಲೌಕಿಕ ಪ್ರಪಂಚಕ್ಕೆ ಅರ್ಥವಾಗುವುದಿಲ್ಲ. ಸಕಲ ಸರ್ಕಾರಿ ಗೌರವ ಸಲ್ಲಿಸಿದ ನಂತರ ಚನ್ನಬಸವಸ್ವಾಮೀಜಿಗಳ ರಾಷ್ಟ್ರ ಧ್ವಜವನ್ನು ಹಸ್ತಾಂತರಿಸಿದರು. bbox=[682, 1024, 847, 1441]
article3-headline: ವಿದ್ಯಾರ್ಥಿಗಳಿಗೆ ಮಲೇರಿಯಾ ತಡೆ ಕುರಿತು ಆರೋಗ್ಯ ಶಿಕ್ಷಣ bbox=[1033, 544, 1491, 573]
article2-headline: ಬಾವಿಯಲ್ಲಿ ಬಿದ್ದ ಎಮ್ಮೆ ರಕ್ಷಿಸಿದ ಅಗ್ನಿಶಾಮಕ ಸಿಬ್ಬಂದಿ bbox=[857, 218, 1525, 265]
article2-byline: ದೂರ ದೃಷ್ಟಿ ವಾರ್ತಾ bbox=[858, 455, 940, 470]
